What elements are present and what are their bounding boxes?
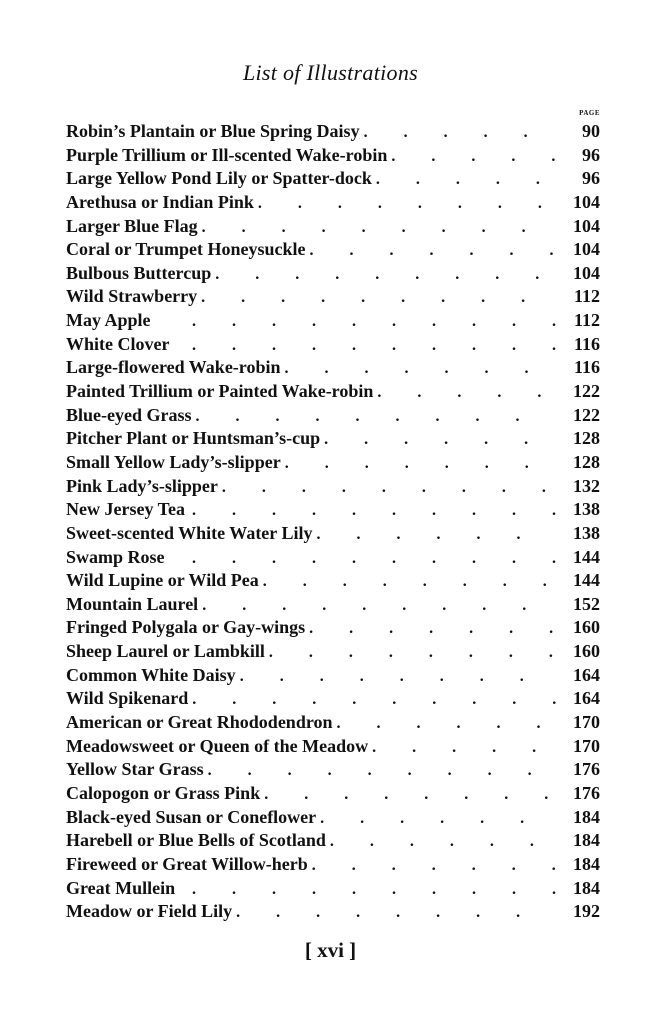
list-item bbox=[66, 641, 600, 665]
dot-leader bbox=[309, 617, 556, 638]
illustration-title: Harebell or Blue Bells of Scotland bbox=[66, 830, 326, 851]
list-item bbox=[66, 523, 600, 547]
list-item bbox=[66, 901, 600, 925]
list-item bbox=[66, 168, 600, 192]
dot-leader bbox=[376, 168, 556, 189]
list-item bbox=[66, 547, 600, 571]
illustration-page-number: 176 bbox=[573, 782, 600, 803]
illustration-page-number: 164 bbox=[573, 688, 600, 709]
illustration-title: Robin’s Plantain or Blue Spring Daisy bbox=[66, 121, 360, 141]
list-item bbox=[66, 263, 600, 287]
illustration-page-number: 170 bbox=[573, 735, 600, 756]
illustration-title: Purple Trillium or Ill-scented Wake-robin bbox=[66, 144, 388, 165]
illustration-title: Sweet-scented White Water Lily bbox=[66, 522, 313, 543]
illustration-page-number: 128 bbox=[573, 428, 600, 449]
illustration-title: Wild Lupine or Wild Pea bbox=[66, 570, 259, 591]
dot-leader bbox=[337, 712, 556, 733]
illustration-title: Common White Daisy bbox=[66, 664, 236, 685]
dot-leader bbox=[173, 334, 556, 355]
illustration-page-number: 104 bbox=[573, 191, 600, 212]
illustration-list bbox=[66, 121, 600, 925]
illustration-page-number: 152 bbox=[573, 593, 600, 614]
dot-leader bbox=[240, 665, 556, 686]
illustration-page-number: 144 bbox=[573, 570, 600, 591]
list-item bbox=[66, 570, 600, 594]
dot-leader bbox=[285, 452, 556, 473]
illustration-title: Black-eyed Susan or Coneflower bbox=[66, 806, 317, 827]
list-item bbox=[66, 428, 600, 452]
list-item bbox=[66, 145, 600, 169]
dot-leader bbox=[285, 357, 557, 378]
illustration-page-number: 104 bbox=[573, 215, 600, 236]
illustration-title: Calopogon or Grass Pink bbox=[66, 782, 261, 803]
dot-leader bbox=[364, 121, 556, 142]
illustration-page-number: 96 bbox=[582, 144, 600, 165]
list-item bbox=[66, 499, 600, 523]
dot-leader bbox=[269, 641, 556, 662]
illustration-page-number: 132 bbox=[573, 475, 600, 496]
dot-leader bbox=[179, 878, 556, 899]
list-item bbox=[66, 286, 600, 310]
illustration-page-number: 176 bbox=[573, 759, 600, 780]
illustration-title: Pink Lady’s-slipper bbox=[66, 475, 218, 496]
illustration-title: Large-flowered Wake-robin bbox=[66, 357, 281, 378]
illustration-page-number: 104 bbox=[573, 262, 600, 283]
list-item bbox=[66, 854, 600, 878]
dot-leader bbox=[263, 570, 556, 591]
dot-leader bbox=[208, 759, 556, 780]
illustration-title: Coral or Trumpet Honeysuckle bbox=[66, 239, 306, 260]
illustration-page-number: 122 bbox=[573, 404, 600, 425]
dot-leader bbox=[202, 216, 556, 237]
illustration-title: Wild Strawberry bbox=[66, 286, 198, 307]
illustration-page-number: 116 bbox=[573, 357, 600, 378]
illustration-title: May Apple bbox=[66, 310, 151, 331]
dot-leader bbox=[222, 476, 556, 497]
dot-leader bbox=[316, 523, 556, 544]
list-item bbox=[66, 334, 600, 358]
illustration-title: Yellow Star Grass bbox=[66, 759, 204, 780]
dot-leader bbox=[377, 381, 556, 402]
list-item bbox=[66, 594, 600, 618]
illustration-title: Fireweed or Great Willow-herb bbox=[66, 853, 308, 874]
dot-leader bbox=[215, 263, 556, 284]
list-item bbox=[66, 830, 600, 854]
illustration-title: Meadowsweet or Queen of the Meadow bbox=[66, 735, 369, 756]
illustration-page-number: 104 bbox=[573, 239, 600, 260]
list-item bbox=[66, 192, 600, 216]
dot-leader bbox=[189, 499, 556, 520]
page-title: List of Illustrations bbox=[242, 60, 418, 85]
illustration-title: Painted Trillium or Painted Wake-robin bbox=[66, 381, 374, 402]
list-item bbox=[66, 476, 600, 500]
illustration-title: Mountain Laurel bbox=[66, 593, 199, 614]
dot-leader bbox=[330, 830, 556, 851]
list-item bbox=[66, 121, 600, 145]
illustration-page-number: 170 bbox=[573, 712, 600, 733]
illustration-page-number: 184 bbox=[573, 853, 600, 874]
dot-leader bbox=[372, 736, 556, 757]
page-column-label: PAGE bbox=[579, 109, 600, 117]
illustration-title: Arethusa or Indian Pink bbox=[66, 191, 254, 212]
illustration-page-number: 138 bbox=[573, 522, 600, 543]
list-item bbox=[66, 759, 600, 783]
illustration-page-number: 96 bbox=[582, 168, 600, 189]
illustration-title: Larger Blue Flag bbox=[66, 215, 198, 236]
dot-leader bbox=[320, 807, 556, 828]
list-item bbox=[66, 807, 600, 831]
dot-leader bbox=[201, 286, 556, 307]
dot-leader bbox=[324, 428, 556, 449]
illustration-title: Pitcher Plant or Huntsman’s-cup bbox=[66, 428, 321, 449]
illustration-page-number: 184 bbox=[573, 830, 600, 851]
list-item bbox=[66, 688, 600, 712]
dot-leader bbox=[169, 547, 556, 568]
illustration-page-number: 160 bbox=[573, 617, 600, 638]
illustration-title: Swamp Rose bbox=[66, 546, 165, 567]
list-item bbox=[66, 381, 600, 405]
illustration-title: New Jersey Tea bbox=[66, 499, 185, 520]
illustration-title: Great Mullein bbox=[66, 877, 176, 898]
illustration-page-number: 138 bbox=[573, 499, 600, 520]
list-item bbox=[66, 216, 600, 240]
dot-leader bbox=[264, 783, 556, 804]
illustration-title: Large Yellow Pond Lily or Spatter-dock bbox=[66, 168, 372, 189]
illustration-title: Sheep Laurel or Lambkill bbox=[66, 641, 265, 662]
illustration-page-number: 184 bbox=[573, 806, 600, 827]
illustration-page-number: 112 bbox=[573, 310, 600, 331]
illustration-title: Blue-eyed Grass bbox=[66, 404, 192, 425]
illustration-page-number: 192 bbox=[573, 901, 600, 922]
list-item bbox=[66, 665, 600, 689]
dot-leader bbox=[192, 688, 556, 709]
illustration-title: Wild Spikenard bbox=[66, 688, 189, 709]
list-item bbox=[66, 712, 600, 736]
illustration-title: American or Great Rhododendron bbox=[66, 712, 333, 733]
illustration-page-number: 184 bbox=[573, 877, 600, 898]
list-item bbox=[66, 617, 600, 641]
illustration-page-number: 90 bbox=[582, 121, 600, 141]
illustration-page-number: 144 bbox=[573, 546, 600, 567]
dot-leader bbox=[310, 239, 557, 260]
illustration-title: White Clover bbox=[66, 333, 170, 354]
illustration-title: Bulbous Buttercup bbox=[66, 262, 212, 283]
illustration-page-number: 112 bbox=[573, 286, 600, 307]
dot-leader bbox=[155, 310, 556, 331]
page-number: [ xvi ] bbox=[304, 938, 357, 962]
list-item bbox=[66, 452, 600, 476]
list-item bbox=[66, 310, 600, 334]
illustration-page-number: 164 bbox=[573, 664, 600, 685]
list-item bbox=[66, 878, 600, 902]
list-item bbox=[66, 239, 600, 263]
dot-leader bbox=[236, 901, 556, 922]
list-item bbox=[66, 405, 600, 429]
illustration-page-number: 122 bbox=[573, 381, 600, 402]
dot-leader bbox=[196, 405, 557, 426]
list-item bbox=[66, 783, 600, 807]
illustration-title: Fringed Polygala or Gay-wings bbox=[66, 617, 306, 638]
illustration-page-number: 128 bbox=[573, 451, 600, 472]
illustration-page-number: 116 bbox=[573, 333, 600, 354]
illustration-title: Meadow or Field Lily bbox=[66, 901, 233, 922]
dot-leader bbox=[312, 854, 556, 875]
illustration-page-number: 160 bbox=[573, 641, 600, 662]
list-item bbox=[66, 357, 600, 381]
dot-leader bbox=[202, 594, 556, 615]
dot-leader bbox=[391, 145, 556, 166]
list-item bbox=[66, 736, 600, 760]
dot-leader bbox=[258, 192, 556, 213]
illustration-title: Small Yellow Lady’s-slipper bbox=[66, 451, 281, 472]
